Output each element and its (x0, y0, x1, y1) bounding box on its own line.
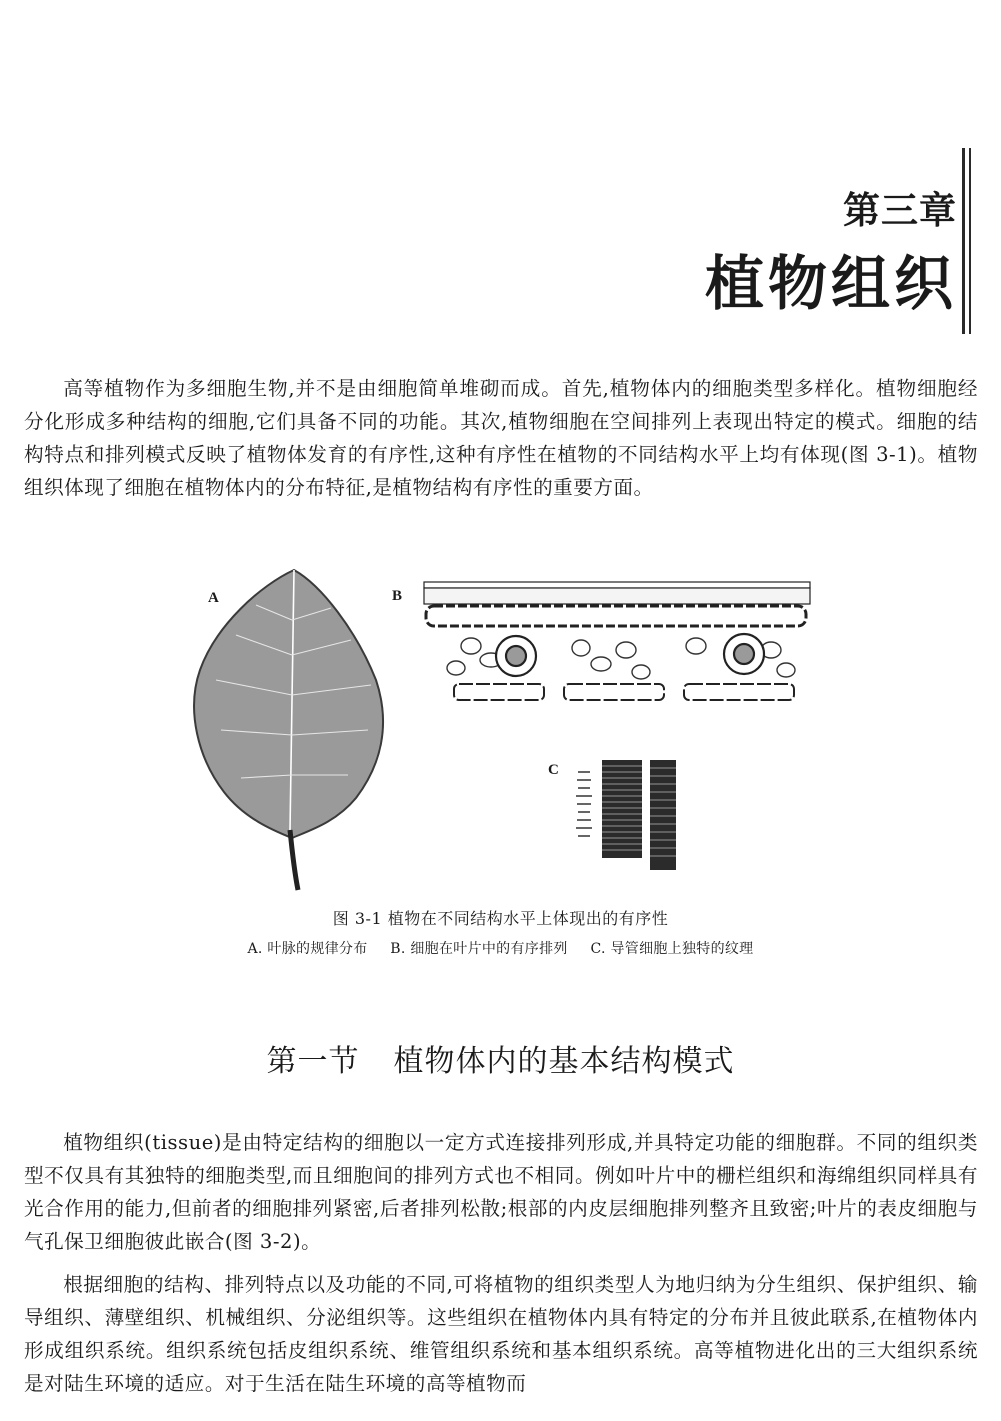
leaf-illustration (194, 570, 383, 890)
caption-item-b: B. 细胞在叶片中的有序排列 (390, 941, 568, 957)
section-number: 第一节 (266, 1044, 360, 1079)
body-paragraph: 根据细胞的结构、排列特点以及功能的不同,可将植物的组织类型人为地归纳为分生组织、保护组织、输导组织、薄壁组织、机械组织、分泌组织等。这些组织在植物体内具有特定的分布并且彼此联系,在植物体内形成组织系统。组织系统包括皮组织系统、维管组织系统和基本组织系统。高等植物进化出的三大组织系统是对陆生环境的适应。对于生活在陆生环境的高等植物而 (24, 1273, 978, 1395)
figure-3-1 (186, 560, 816, 895)
chapter-rule-thin (969, 148, 971, 334)
vessel-illustration (576, 760, 676, 870)
panel-label-b: B (392, 588, 403, 604)
panel-label-a: A (208, 590, 219, 606)
body-paragraph: 植物组织(tissue)是由特定结构的细胞以一定方式连接排列形成,并具特定功能的细胞群。不同的组织类型不仅具有其独特的细胞类型,而且细胞间的排列方式也不相同。例如叶片中的栅栏组织和海绵组织同样具有光合作用的能力,但前者的细胞排列紧密,后者排列松散;根部的内皮层细胞排列整齐且致密;叶片的表皮细胞与气孔保卫细胞彼此嵌合(图 3-2)。 (24, 1131, 978, 1253)
figure-artwork (186, 560, 816, 895)
chapter-number: 第三章 (843, 189, 957, 232)
cell-arrangement-illustration (424, 582, 810, 700)
caption-item-c: C. 导管细胞上独特的纹理 (590, 941, 754, 957)
figure-caption: 图 3-1 植物在不同结构水平上体现出的有序性 (332, 909, 669, 928)
intro-paragraph: 高等植物作为多细胞生物,并不是由细胞简单堆砌而成。首先,植物体内的细胞类型多样化。植物细胞经分化形成多种结构的细胞,它们具备不同的功能。其次,植物细胞在空间排列上表现出特定的模式。细胞的结构特点和排列模式反映了植物体发育的有序性,这种有序性在植物的不同结构水平上均有体现(图 3-1)。植物组织体现了细胞在植物体内的分布特征,是植物结构有序性的重要方面。 (24, 377, 978, 499)
chapter-rule-thick (962, 148, 965, 334)
caption-item-a: A. 叶脉的规律分布 (247, 941, 368, 957)
section-heading (0, 1036, 1001, 1080)
panel-label-c: C (548, 762, 559, 778)
figure-caption-items (0, 938, 1001, 958)
section-title: 植物体内的基本结构模式 (393, 1044, 735, 1079)
chapter-title: 植物组织 (704, 249, 957, 318)
